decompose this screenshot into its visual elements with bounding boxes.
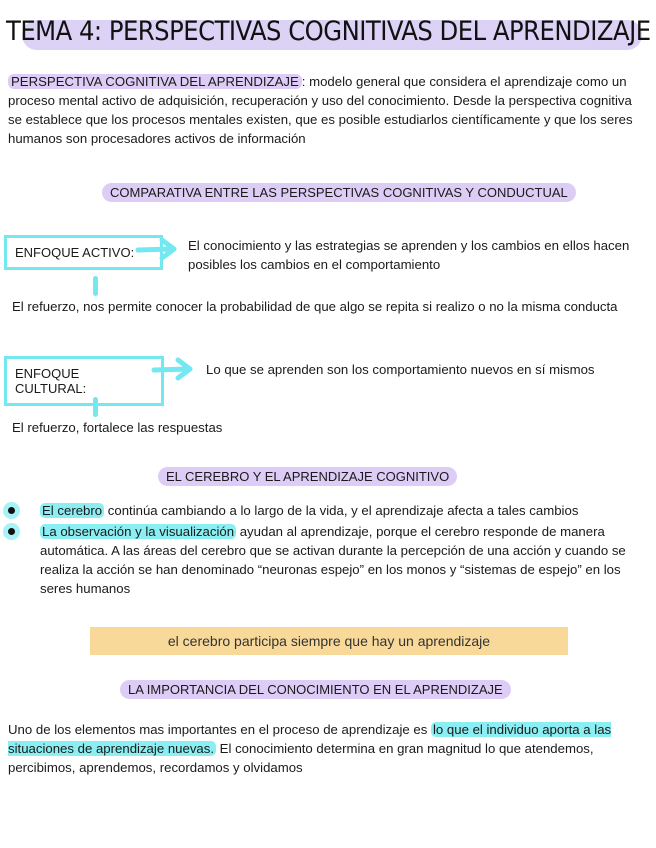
enfoque-activo-box: ENFOQUE ACTIVO:: [4, 235, 163, 270]
conocimiento-text-after: El conocimiento determina en gran magnitud lo que atendemos, percibimos, aprendemos, recordamos y olvidamos: [8, 741, 594, 775]
intro-text: : modelo general que considera el aprendizaje como un proceso mental activo de adquisición, recuperación y uso del conocimiento. Desde la perspectiva cognitiva se establece que los procesos mentales existen, que es posible estudiarlos científicamente y que los seres humanos son procesadores activos de información: [8, 74, 633, 146]
enfoque-cultural-box: ENFOQUE CULTURAL:: [4, 356, 164, 406]
bullet-observacion: [40, 522, 640, 598]
enfoque-cultural-text: Lo que se aprenden son los comportamiento nuevos en sí mismos: [206, 362, 595, 377]
intro-term: PERSPECTIVA COGNITIVA DEL APRENDIZAJE: [8, 74, 302, 89]
conocimiento-highlight: lo que el individuo aporta a las situaciones de aprendizaje nuevas.: [8, 722, 612, 756]
bullet-cerebro-highlight: El cerebro: [42, 503, 103, 518]
enfoque-cultural-refuerzo: El refuerzo, fortalece las respuestas: [12, 420, 223, 435]
connector-line: [93, 276, 98, 296]
page-title: TEMA 4: PERSPECTIVAS COGNITIVAS DEL APRENDIZAJE: [6, 16, 651, 47]
section-heading-cerebro: EL CEREBRO Y EL APRENDIZAJE COGNITIVO: [158, 467, 457, 486]
bullet-cerebro: [40, 501, 648, 520]
connector-line: [93, 397, 98, 417]
section-heading-conocimiento: LA IMPORTANCIA DEL CONOCIMIENTO EN EL APRENDIZAJE: [120, 680, 511, 699]
conocimiento-text-before: Uno de los elementos mas importantes en el proceso de aprendizaje es: [8, 722, 431, 737]
note-cerebro: el cerebro participa siempre que hay un aprendizaje: [90, 627, 568, 655]
section-heading-comparativa: COMPARATIVA ENTRE LAS PERSPECTIVAS COGNITIVAS Y CONDUCTUAL: [102, 183, 576, 202]
enfoque-activo-text: El conocimiento y las estrategias se aprenden y los cambios en ellos hacen posibles los cambios en el comportamiento: [188, 238, 630, 272]
conocimiento-paragraph: [8, 720, 646, 777]
bullet-icon: [8, 528, 15, 535]
bullet-observacion-text: ayudan al aprendizaje, porque el cerebro responde de manera automática. A las áreas del cerebro que se activan durante la percepción de una acción y cuando se realiza la acción se han denominado “neuronas espejo” en los monos y “sistemas de espejo” en los seres humanos: [40, 524, 626, 596]
enfoque-activo-refuerzo: El refuerzo, nos permite conocer la probabilidad de que algo se repita si realizo o no la misma conducta: [12, 299, 618, 314]
bullet-cerebro-text: continúa cambiando a lo largo de la vida, y el aprendizaje afecta a tales cambios: [104, 503, 579, 518]
arrow-right-icon: [134, 236, 182, 262]
bullet-icon: [8, 507, 15, 514]
intro-paragraph: [8, 72, 648, 148]
bullet-observacion-highlight: La observación y la visualización: [42, 524, 235, 539]
arrow-right-icon: [150, 356, 198, 382]
